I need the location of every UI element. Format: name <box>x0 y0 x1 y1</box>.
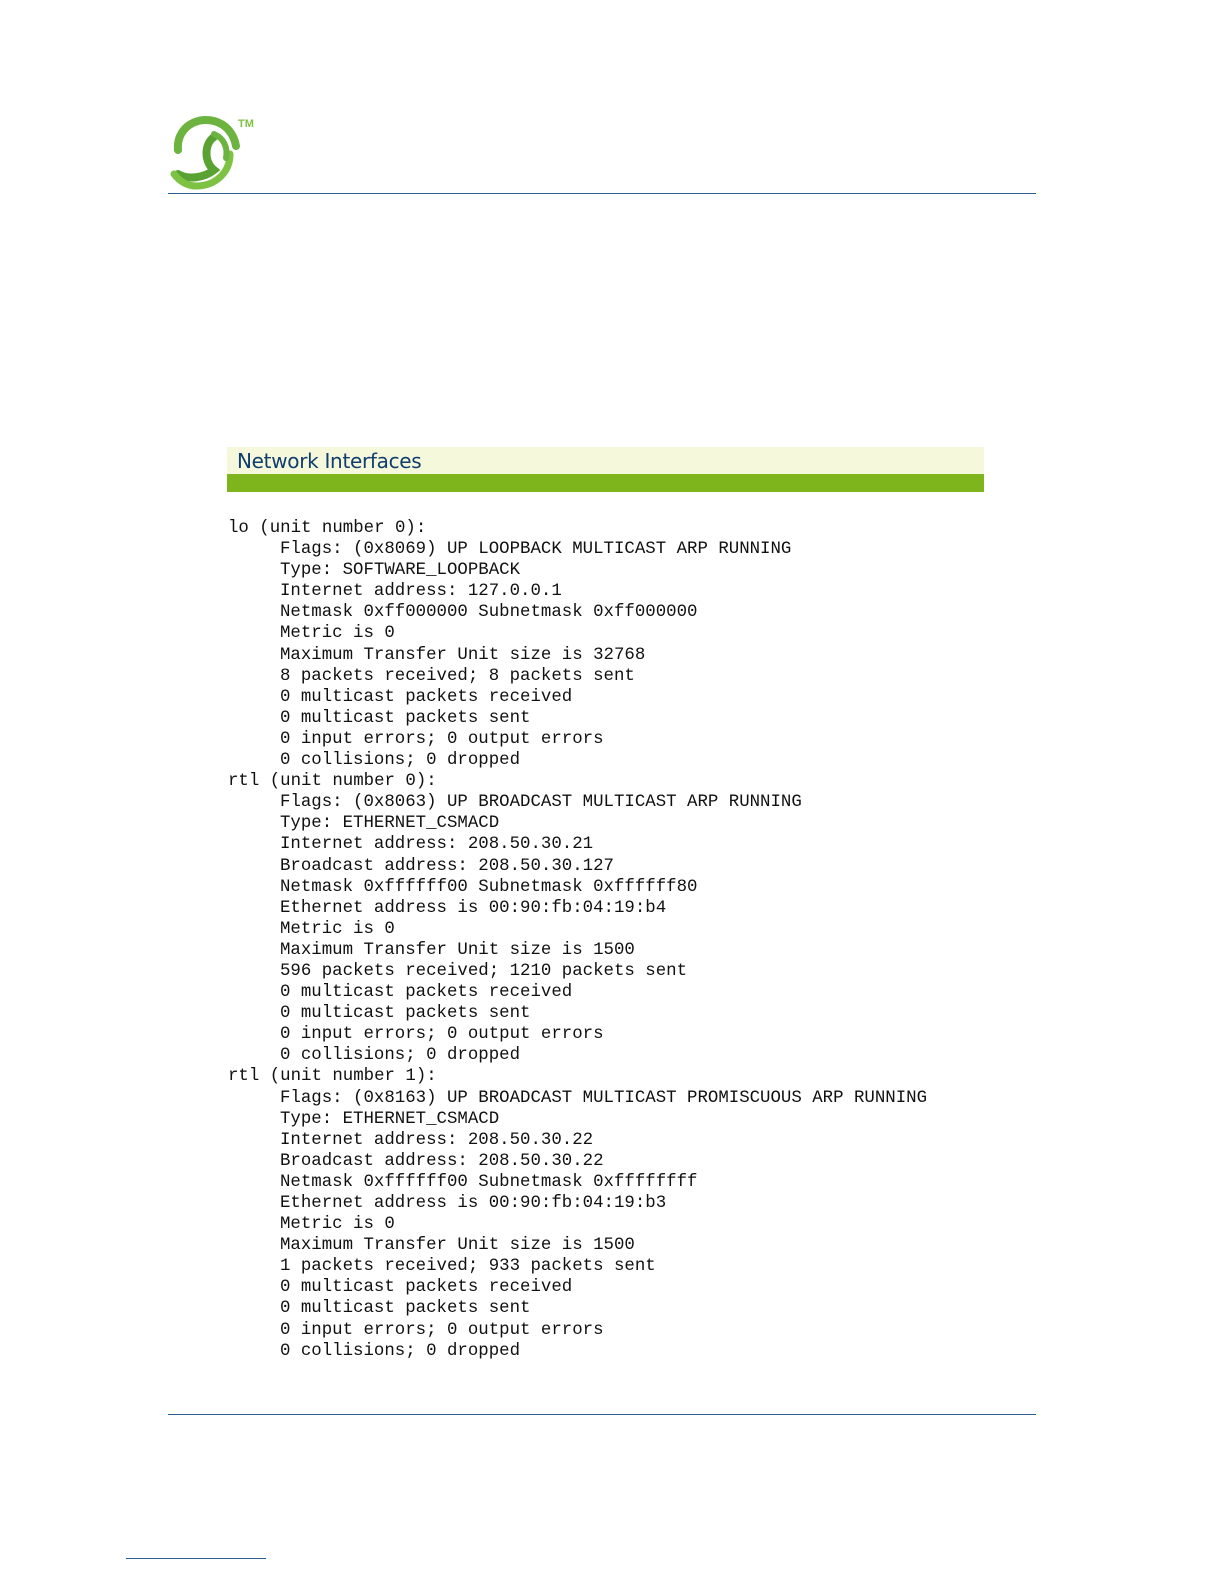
green-swirl-logo-icon <box>168 112 260 192</box>
interface-detail-line: Internet address: 208.50.30.21 <box>280 835 594 855</box>
interface-detail-line: Maximum Transfer Unit size is 32768 <box>280 645 646 665</box>
interface-header: lo (unit number 0): <box>228 519 427 538</box>
interface-header: rtl (unit number 0): <box>228 772 437 792</box>
interface-detail-line: 0 multicast packets sent <box>280 1004 531 1024</box>
interface-console-output <box>228 518 988 1362</box>
interface-detail-line: 0 input errors; 0 output errors <box>280 1320 604 1340</box>
interface-detail-line: Metric is 0 <box>280 1215 395 1235</box>
interface-detail-line: Internet address: 208.50.30.22 <box>280 1130 594 1150</box>
interface-detail-line: 0 multicast packets sent <box>280 708 531 728</box>
interface-header: rtl (unit number 1): <box>228 1067 437 1087</box>
interface-detail-line: 0 collisions; 0 dropped <box>280 1341 521 1361</box>
interface-detail-line: 1 packets received; 933 packets sent <box>280 1257 656 1277</box>
interface-detail-line: Ethernet address is 00:90:fb:04:19:b4 <box>280 898 667 918</box>
network-interfaces-panel-header <box>227 447 984 474</box>
interface-detail-line: 0 input errors; 0 output errors <box>280 1025 604 1045</box>
interface-detail-line: Type: ETHERNET_CSMACD <box>280 814 500 834</box>
interface-detail-line: 596 packets received; 1210 packets sent <box>280 961 688 981</box>
interface-detail-line: Internet address: 127.0.0.1 <box>280 582 562 602</box>
interface-detail-line: Flags: (0x8163) UP BROADCAST MULTICAST PROMISCUOUS ARP RUNNING <box>280 1088 928 1108</box>
interface-detail-line: Maximum Transfer Unit size is 1500 <box>280 940 635 960</box>
interface-detail-line: Type: ETHERNET_CSMACD <box>280 1109 500 1129</box>
interface-detail-line: 8 packets received; 8 packets sent <box>280 666 635 686</box>
interface-detail-line: Netmask 0xffffff00 Subnetmask 0xffffff80 <box>280 877 698 897</box>
interface-detail-line: Maximum Transfer Unit size is 1500 <box>280 1236 635 1256</box>
footer-rule <box>168 1414 1036 1415</box>
interface-detail-line: Metric is 0 <box>280 919 395 939</box>
interface-detail-line: Metric is 0 <box>280 624 395 644</box>
interface-detail-line: 0 multicast packets sent <box>280 1299 531 1319</box>
interface-detail-line: Broadcast address: 208.50.30.127 <box>280 856 614 876</box>
interface-detail-line: 0 multicast packets received <box>280 983 573 1003</box>
interface-detail-line: 0 multicast packets received <box>280 1278 573 1298</box>
trademark-mark: TM <box>238 118 254 130</box>
interface-detail-line: Type: SOFTWARE_LOOPBACK <box>280 561 521 581</box>
interface-detail-line: 0 input errors; 0 output errors <box>280 729 604 749</box>
panel-accent-bar <box>227 474 984 492</box>
company-logo <box>168 112 260 192</box>
interface-detail-line: Broadcast address: 208.50.30.22 <box>280 1151 604 1171</box>
interface-detail-line: 0 multicast packets received <box>280 687 573 707</box>
interface-detail-line: Netmask 0xff000000 Subnetmask 0xff000000 <box>280 603 698 623</box>
interface-detail-line: Netmask 0xffffff00 Subnetmask 0xffffffff <box>280 1172 698 1192</box>
interface-detail-line: Flags: (0x8063) UP BROADCAST MULTICAST ARP RUNNING <box>280 793 802 813</box>
interface-detail-line: Flags: (0x8069) UP LOOPBACK MULTICAST ARP RUNNING <box>280 540 792 560</box>
interface-block <box>228 1066 988 1361</box>
interface-detail-line: Ethernet address is 00:90:fb:04:19:b3 <box>280 1194 667 1213</box>
header-rule <box>168 193 1036 194</box>
interface-detail-line: 0 collisions; 0 dropped <box>280 751 521 771</box>
interface-block <box>228 518 988 771</box>
interface-block <box>228 771 988 1066</box>
interface-detail-line: 0 collisions; 0 dropped <box>280 1046 521 1066</box>
panel-title: Network Interfaces <box>237 449 422 473</box>
footnote-rule <box>126 1558 266 1559</box>
